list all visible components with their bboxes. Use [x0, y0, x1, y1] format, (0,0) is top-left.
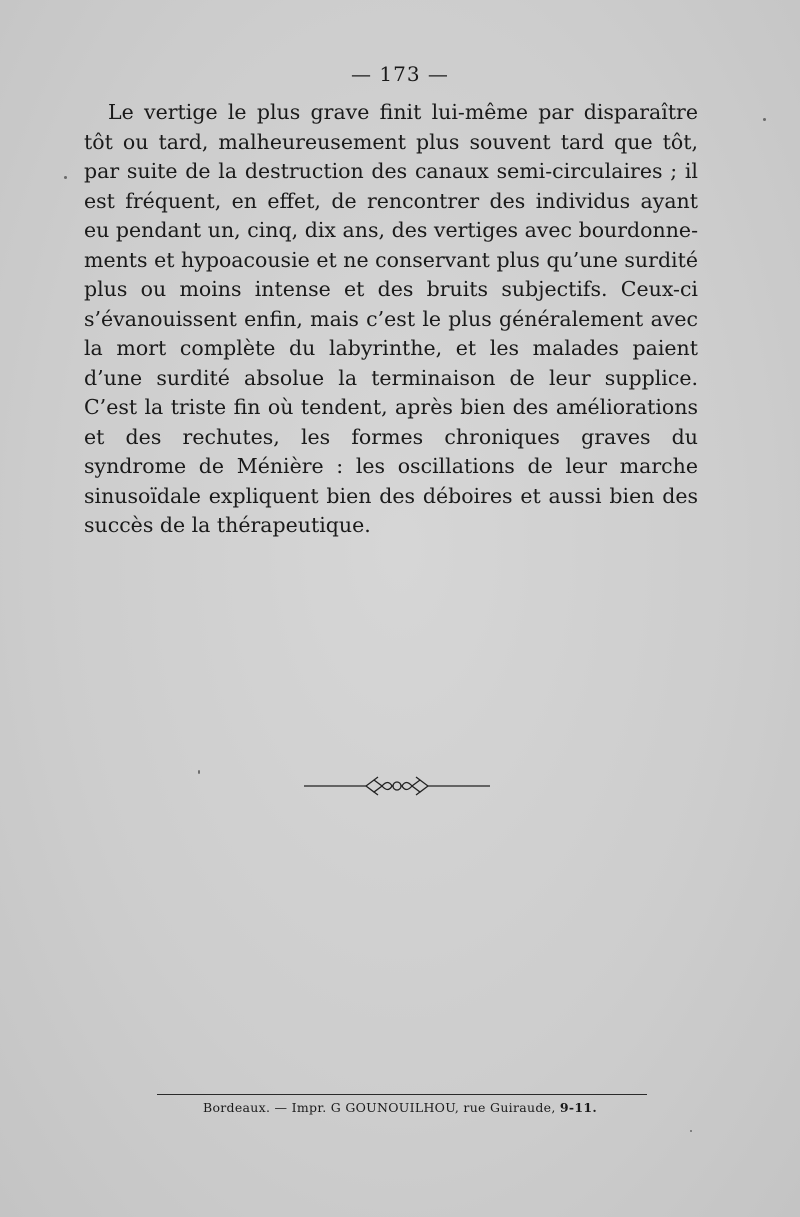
paper-speck — [64, 176, 67, 179]
paper-speck — [198, 770, 200, 774]
paper-speck — [690, 1130, 692, 1132]
paragraph: Le vertige le plus grave finit lui-même par disparaître tôt ou tard, malheureusement plus souvent tard que tôt, par suite de la destruction des canaux semi-circulaires ; il est fréquent, en effet, de rencontrer des individus ayant eu pendant un, cinq, dix ans, des vertiges avec bourdonnements et hypoacousie et ne conservant plus qu’une surdité plus ou moins intense et des bruits subjectifs. Ceux-ci s’évanouissent enfin, mais c’est le plus généralement avec la mort complète du labyrinthe, et les malades paient d’une surdité absolue la terminaison de leur supplice. C’est la triste fin où tendent, après bien des améliorations et des rechutes, les formes chroniques graves du syndrome de Ménière : les oscillations de leur marche sinusoïdale expliquent bien des déboires et aussi bien des succès de la thérapeutique. — [84, 100, 698, 537]
body-text — [84, 98, 698, 541]
imprint-text: Bordeaux. — Impr. G GOUNOUILHOU, rue Guiraude, — [202, 1100, 560, 1115]
printer-imprint — [0, 1100, 800, 1115]
imprint-street-number: 9-11. — [559, 1100, 598, 1115]
fleuron-ornament-icon — [304, 776, 490, 796]
paper-speck — [763, 118, 766, 121]
page-number: — 173 — — [351, 62, 449, 86]
footer-rule — [157, 1094, 647, 1095]
